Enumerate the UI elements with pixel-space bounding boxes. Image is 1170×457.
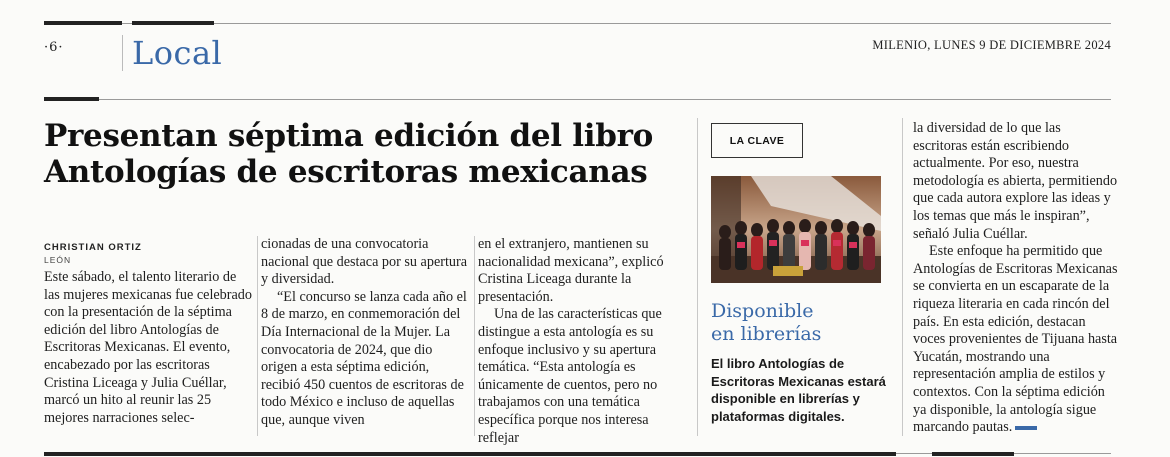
paragraph: Una de las características que distingue a esta antología es su enfoque inclusivo y su apertura temática. “Esta antología es únicamente de cuentos, pero no trabajamos con una temática específica porque nos interesa reflejar bbox=[478, 306, 662, 446]
sidebar-body: El libro Antologías de Escritoras Mexicanas estará disponible en librerías y plataformas digitales. bbox=[711, 356, 886, 424]
event-photo-illustration bbox=[711, 176, 881, 283]
headline bbox=[44, 118, 684, 190]
paragraph: Este sábado, el talento literario de las mujeres mexicanas fue celebrado con la presentación de la séptima edición del libro Antologías de Escritoras Mexicanas. El evento, encabezado por las escritoras Cristina Liceaga y Julia Cuéllar, marcó un hito al reunir las 25 mejores narraciones selec- bbox=[44, 269, 252, 426]
section-title: Local bbox=[132, 34, 223, 72]
footer-mark bbox=[44, 452, 896, 456]
end-of-article-mark bbox=[1015, 426, 1037, 430]
sidebar-title bbox=[711, 300, 891, 346]
sidebar-title-line-2: en librerías bbox=[711, 323, 822, 345]
article-column-1 bbox=[44, 269, 254, 427]
paragraph: la diversidad de lo que las escritoras están escribiendo actualmente. Por eso, nuestra metodología es abierta, permitiendo que cada autora explore las ideas y los temas que más le inspiran”, señaló Julia Cuéllar. bbox=[913, 120, 1118, 242]
column-divider bbox=[902, 118, 903, 436]
header-bottom-mark bbox=[44, 97, 99, 101]
paragraph-text: Este enfoque ha permitido que Antologías de Escritoras Mexicanas se convierta en un escaparate de la riqueza literaria en cada rincón del país. En esta edición, destacan voces provenientes de Tijuana hasta Yucatán, mostrando una representación amplia de estilos y contextos. Con la séptima edición ya disponible, la antología sigue marcando pautas. bbox=[913, 243, 1118, 436]
sidebar-title-line-1: Disponible bbox=[711, 300, 814, 322]
column-divider bbox=[257, 236, 258, 436]
column-divider bbox=[474, 236, 475, 436]
column-divider bbox=[697, 118, 698, 436]
paragraph: en el extranjero, mantienen su nacionalidad mexicana”, explicó Cristina Liceaga durante la presentación. bbox=[478, 236, 664, 305]
la-clave-label: LA CLAVE bbox=[711, 123, 803, 158]
event-photo bbox=[711, 176, 881, 283]
header-bottom-rule bbox=[44, 99, 1111, 100]
paragraph: cionadas de una convocatoria nacional que destaca por su apertura y diversidad. bbox=[261, 236, 468, 288]
article-column-4 bbox=[913, 120, 1118, 437]
byline: CHRISTIAN ORTIZ bbox=[44, 242, 142, 253]
paragraph-last bbox=[913, 243, 1118, 437]
article-column-2 bbox=[261, 236, 471, 430]
dateline: MILENIO, LUNES 9 DE DICIEMBRE 2024 bbox=[872, 38, 1111, 52]
headline-line-2: Antologías de escritoras mexicanas bbox=[44, 154, 648, 190]
paragraph: “El concurso se lanza cada año el 8 de marzo, en conmemoración del Día Internacional de la Mujer. La convocatoria de 2024, que dio origen a esta séptima edición, recibió 450 cuentos de escritoras de todo México e incluso de aquellas que, aunque viven bbox=[261, 288, 467, 428]
header-tab-mark bbox=[132, 21, 214, 25]
headline-line-1: Presentan séptima edición del libro bbox=[44, 118, 653, 154]
page-number: ·6· bbox=[44, 40, 64, 55]
dateline-place: LEÓN bbox=[44, 255, 72, 265]
footer-mark bbox=[932, 452, 1014, 456]
section-divider bbox=[122, 35, 123, 71]
article-column-3 bbox=[478, 236, 690, 447]
header-tab-mark bbox=[44, 21, 122, 25]
